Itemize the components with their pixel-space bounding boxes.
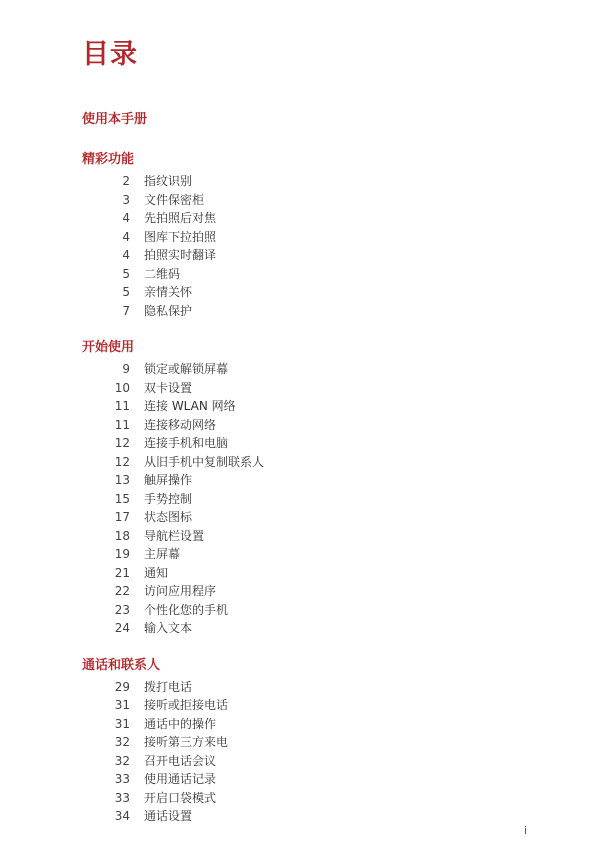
toc-item[interactable] [82, 490, 542, 509]
toc-item-title: 从旧手机中复制联系人 [144, 454, 265, 469]
toc-item-title: 主屏幕 [144, 547, 181, 561]
toc-item[interactable] [82, 228, 542, 247]
toc-item[interactable] [82, 564, 542, 583]
toc-item[interactable] [82, 246, 542, 265]
toc-item-title: 二维码 [144, 266, 181, 281]
toc-page-number: 18 [114, 528, 130, 543]
toc-page-number: 17 [114, 510, 130, 524]
toc-item-title: 图库下拉拍照 [144, 229, 217, 244]
section-heading[interactable]: 通话和联系人 [82, 657, 161, 673]
toc-item[interactable] [82, 302, 542, 321]
toc-item-title: 指纹识别 [144, 174, 193, 188]
toc-page-number: 11 [114, 399, 130, 413]
toc-item[interactable] [82, 397, 542, 416]
toc-item-title: 接听第三方来电 [144, 735, 229, 749]
section-heading[interactable]: 精彩功能 [82, 152, 135, 167]
section-gap [82, 638, 542, 654]
toc-page-number: 32 [114, 735, 130, 749]
section-gap [82, 132, 542, 148]
toc-item[interactable] [82, 191, 542, 210]
toc-page-number: 21 [114, 565, 130, 580]
toc-page-number: 5 [122, 285, 130, 299]
toc-item[interactable] [82, 416, 542, 435]
toc-item[interactable] [82, 770, 542, 789]
toc-item-title: 双卡设置 [144, 380, 193, 395]
toc-item-title: 开启口袋模式 [144, 790, 217, 805]
toc-item-title: 手势控制 [144, 491, 193, 506]
toc-item-title: 触屏操作 [144, 473, 193, 487]
toc-item[interactable] [82, 715, 542, 734]
page-title: 目录 [82, 39, 138, 70]
toc-page-number: 24 [114, 621, 130, 635]
toc-item-title: 通话设置 [144, 809, 193, 823]
toc-page-number: 34 [114, 809, 130, 823]
toc-item[interactable] [82, 601, 542, 620]
toc-item-title: 亲情关怀 [144, 285, 193, 299]
toc-item[interactable] [82, 434, 542, 453]
section-heading[interactable]: 开始使用 [82, 340, 135, 355]
toc-item-title: 接听或拒接电话 [144, 698, 229, 712]
toc-item-title: 隐私保护 [144, 303, 193, 318]
toc-item-title: 导航栏设置 [144, 528, 205, 543]
toc-page-number: 29 [114, 679, 130, 694]
toc-page-number: 12 [114, 436, 130, 450]
toc-item[interactable] [82, 283, 542, 302]
toc-item-title: 连接 WLAN 网络 [144, 399, 236, 413]
toc-item-title: 拍照实时翻译 [144, 248, 217, 262]
toc-page-number: 23 [114, 602, 130, 617]
toc-item[interactable] [82, 733, 542, 752]
toc-item[interactable] [82, 265, 542, 284]
toc-item-title: 个性化您的手机 [144, 602, 229, 617]
toc-page-number: 3 [122, 192, 130, 207]
section-heading[interactable]: 使用本手册 [82, 112, 148, 127]
toc-item-title: 通话中的操作 [144, 716, 217, 731]
toc-item-title: 通知 [144, 565, 169, 580]
toc-item[interactable] [82, 696, 542, 715]
toc-item[interactable] [82, 471, 542, 490]
toc-page-number: 19 [114, 547, 130, 561]
toc-sections [82, 108, 542, 826]
toc-item-title: 文件保密柜 [144, 192, 205, 207]
toc-item-title: 状态图标 [144, 510, 193, 524]
toc-page-number: 9 [122, 362, 130, 376]
toc-page-number: 33 [114, 790, 130, 805]
toc-page-number: 13 [114, 473, 130, 487]
toc-item-title: 先拍照后对焦 [144, 211, 217, 225]
toc-item[interactable] [82, 582, 542, 601]
toc-page-number: 10 [114, 380, 130, 395]
toc-page-number: 11 [114, 417, 130, 432]
toc-page-number: 32 [114, 753, 130, 768]
toc-item[interactable] [82, 172, 542, 191]
toc-item-title: 使用通话记录 [144, 772, 217, 786]
toc-item[interactable] [82, 545, 542, 564]
toc-item[interactable] [82, 752, 542, 771]
toc-item[interactable] [82, 789, 542, 808]
toc-page-number: 12 [114, 454, 130, 469]
toc-item[interactable] [82, 619, 542, 638]
section-gap [82, 320, 542, 336]
toc-page-number: 4 [122, 211, 130, 225]
toc-item-title: 输入文本 [144, 621, 193, 635]
toc-item[interactable] [82, 360, 542, 379]
toc-page-number: 4 [122, 248, 130, 262]
toc-item-title: 连接手机和电脑 [144, 436, 229, 450]
toc-item-title: 召开电话会议 [144, 753, 217, 768]
toc-item[interactable] [82, 678, 542, 697]
toc-page-number: 22 [114, 584, 130, 598]
toc-item[interactable] [82, 209, 542, 228]
toc-item[interactable] [82, 508, 542, 527]
toc-page-number: 31 [114, 716, 130, 731]
toc-page-number: 7 [122, 303, 130, 318]
toc-page-number: 4 [122, 229, 130, 244]
toc-item-title: 拨打电话 [144, 679, 193, 694]
toc-item-title: 连接移动网络 [144, 417, 217, 432]
toc-page-number: 5 [122, 266, 130, 281]
toc-page-number: 15 [114, 491, 130, 506]
toc-item[interactable] [82, 527, 542, 546]
toc-item[interactable] [82, 807, 542, 826]
toc-page-number: 31 [114, 698, 130, 712]
toc-item[interactable] [82, 379, 542, 398]
toc-item[interactable] [82, 453, 542, 472]
toc-page-number: 2 [122, 174, 130, 188]
toc-page-number: 33 [114, 772, 130, 786]
toc-item-title: 锁定或解锁屏幕 [144, 362, 229, 376]
page-number: i [524, 824, 528, 837]
toc-item-title: 访问应用程序 [144, 584, 217, 598]
